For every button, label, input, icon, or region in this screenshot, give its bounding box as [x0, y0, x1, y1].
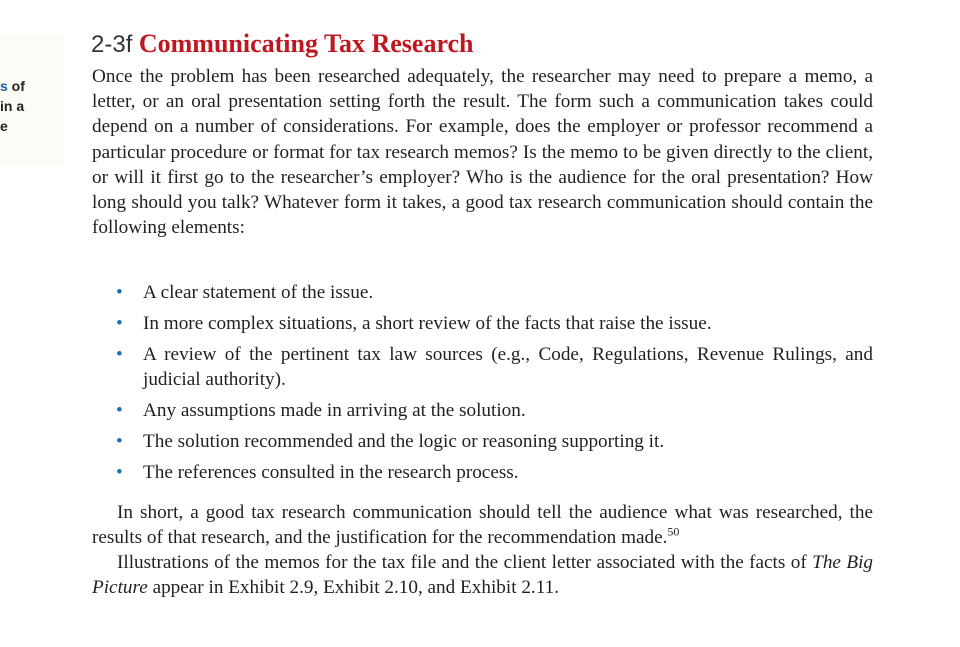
bullet-icon: •: [116, 462, 123, 483]
list-item-text: A clear statement of the issue.: [143, 282, 374, 303]
summary-text: In short, a good tax research communication should tell the audience what was researched, the results of that research, and the justification for the recommendation made.: [92, 502, 873, 549]
list-item: [116, 342, 873, 392]
section-heading: [91, 28, 474, 61]
list-item: [116, 429, 873, 454]
list-item: [116, 398, 873, 423]
margin-note-line: of: [7, 78, 25, 94]
bullet-icon: •: [116, 282, 123, 303]
list-item-text: A review of the pertinent tax law sources (e.g., Code, Regulations, Revenue Rulings, and judicial authority).: [143, 344, 873, 390]
list-item-text: In more complex situations, a short review of the facts that raise the issue.: [143, 313, 712, 334]
list-item: [116, 311, 873, 336]
bullet-icon: •: [116, 400, 123, 421]
paragraph-illustrations: [92, 550, 873, 600]
bullet-icon: •: [116, 344, 123, 365]
list-item-text: The references consulted in the research process.: [143, 462, 519, 483]
bullet-icon: •: [116, 313, 123, 334]
list-item: [116, 460, 873, 485]
book-title: The Big Picture: [92, 552, 873, 599]
margin-note-line: in a: [0, 98, 25, 114]
margin-note-line: e: [0, 118, 8, 134]
bullet-icon: •: [116, 431, 123, 452]
section-title: Communicating Tax Research: [138, 29, 474, 58]
section-number: 2-3f: [91, 31, 133, 58]
illustrations-text-end: appear in Exhibit 2.9, Exhibit 2.10, and Exhibit 2.11.: [147, 577, 559, 599]
list-item-text: The solution recommended and the logic or reasoning supporting it.: [143, 431, 665, 452]
paragraph-intro: Once the problem has been researched adequately, the researcher may need to prepare a memo, a letter, or an oral presentation setting forth the result. The form such a communication takes could depend on a number of considerations. For example, does the employer or professor recommend a particular procedure or format for tax research memos? Is the memo to be given directly to the client, or will it first go to the researcher’s employer? Who is the audience for the oral presentation? How long should you talk? Whatever form it takes, a good tax research communication should contain the following elements:: [92, 66, 873, 239]
margin-note-blue: s: [0, 78, 8, 94]
list-item: [116, 280, 873, 305]
elements-list: [116, 280, 873, 491]
paragraph-summary: [92, 500, 873, 550]
footnote-reference[interactable]: 50: [667, 524, 680, 539]
list-item-text: Any assumptions made in arriving at the solution.: [143, 400, 526, 421]
margin-note: [0, 76, 25, 136]
illustrations-text: Illustrations of the memos for the tax file and the client letter associated with the facts of: [117, 552, 813, 573]
